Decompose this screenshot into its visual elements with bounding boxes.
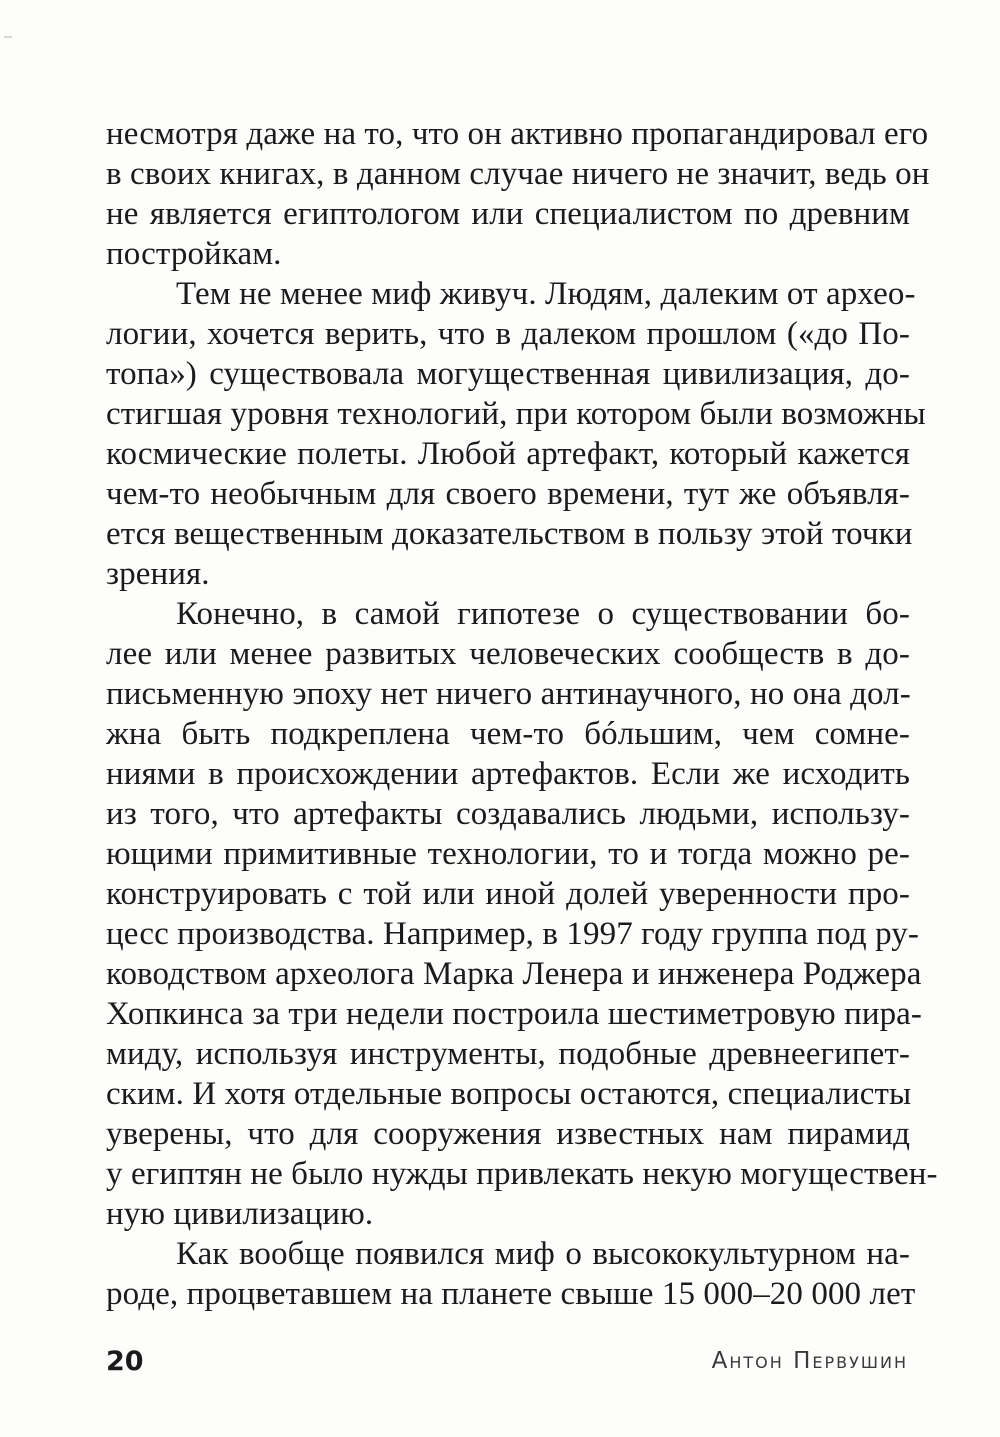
text-line: роде, процветавшем на планете свыше 15 000–20 000 лет <box>106 1276 916 1312</box>
text-line: стигшая уровня технологий, при котором были возможны <box>106 396 926 432</box>
text-line: несмотря даже на то, что он активно пропагандировал его <box>106 116 929 152</box>
text-line: Тем не менее миф живуч. Людям, далеким от архео- <box>176 276 916 312</box>
text-line: ниями в происхождении артефактов. Если же исходить <box>106 756 910 792</box>
text-line: у египтян не было нужды привлекать некую могуществен- <box>106 1156 938 1192</box>
text-line: жна быть подкреплена чем-то бóльшим, чем сомне- <box>106 716 910 752</box>
text-line: зрения. <box>106 556 210 592</box>
text-line: цесс производства. Например, в 1997 году группа под ру- <box>106 916 919 952</box>
text-line: постройкам. <box>106 236 282 272</box>
text-line: в своих книгах, в данном случае ничего не значит, ведь он <box>106 156 930 192</box>
text-line: не является египтологом или специалистом по древним <box>106 196 910 232</box>
text-line: из того, что артефакты создавались людьми, использу- <box>106 796 910 832</box>
text-line: топа») существовала могущественная цивилизация, до- <box>106 356 910 392</box>
text-line: Как вообще появился миф о высококультурном на- <box>176 1236 910 1272</box>
running-head-author: Антон Первушин <box>711 1348 908 1374</box>
text-line: космические полеты. Любой артефакт, который кажется <box>106 436 910 472</box>
text-line: ским. И хотя отдельные вопросы остаются, специалисты <box>106 1076 912 1112</box>
text-line: ющими примитивные технологии, то и тогда можно ре- <box>106 836 910 872</box>
page-number: 20 <box>106 1346 144 1377</box>
corner-mark <box>4 36 12 38</box>
text-line: логии, хочется верить, что в далеком прошлом («до По- <box>106 316 910 352</box>
text-line: ется вещественным доказательством в пользу этой точки <box>106 516 913 552</box>
text-line: Хопкинса за три недели построила шестиметровую пира- <box>106 996 923 1032</box>
text-line: конструировать с той или иной долей уверенности про- <box>106 876 910 912</box>
text-line: лее или менее развитых человеческих сообществ в до- <box>106 636 910 672</box>
text-line: миду, используя инструменты, подобные древнеегипет- <box>106 1036 910 1072</box>
text-line: ководством археолога Марка Ленера и инженера Роджера <box>106 956 922 992</box>
text-line: Конечно, в самой гипотезе о существовании бо- <box>176 596 910 632</box>
text-line: ную цивилизацию. <box>106 1196 374 1232</box>
text-line: письменную эпоху нет ничего антинаучного, но она дол- <box>106 676 911 712</box>
text-line: чем-то необычным для своего времени, тут же объявля- <box>106 476 910 512</box>
text-line: уверены, что для сооружения известных нам пирамид <box>106 1116 910 1152</box>
